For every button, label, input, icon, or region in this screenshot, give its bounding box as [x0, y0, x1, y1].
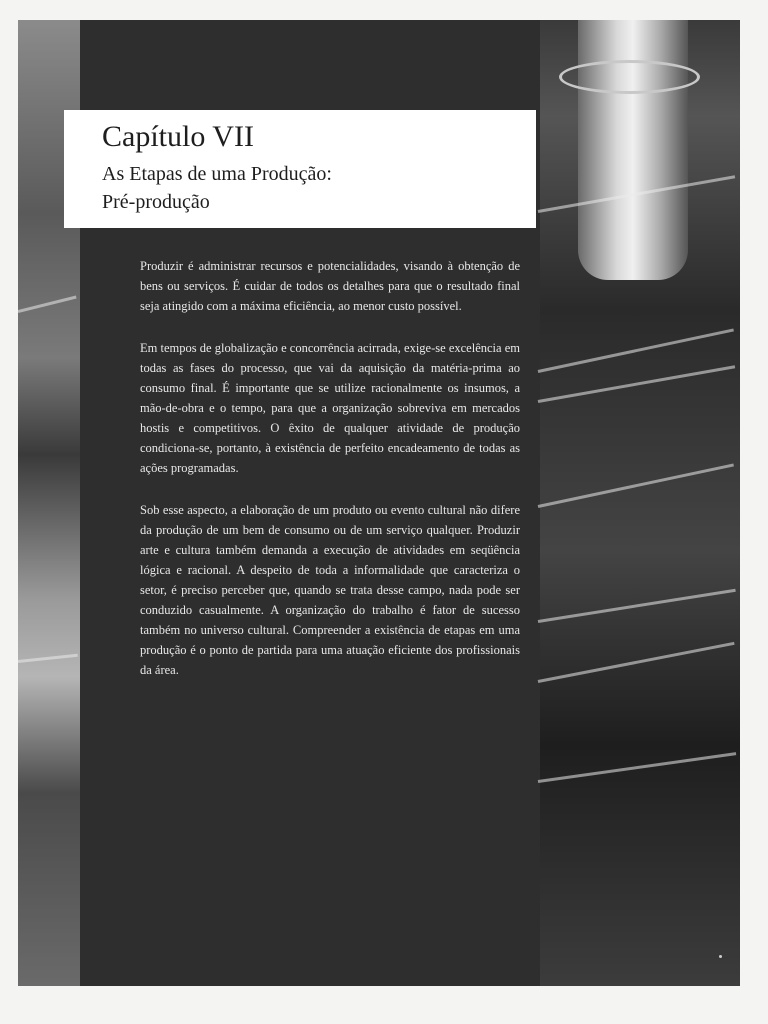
page-mark — [719, 955, 722, 958]
chapter-title: Capítulo VII — [102, 120, 254, 153]
chapter-subtitle — [102, 160, 522, 216]
paragraph: Em tempos de globalização e concorrência acirrada, exige-se excelência em todas as fases do processo, que vai da aquisição da matéria-prima ao consumo final. É importante que se utilize racionalmente os insumos, a mão-de-obra e o tempo, para que a organização sobreviva em mercados hostis e competitivos. O êxito de qualquer atividade de produção condiciona-se, portanto, à existência de perfeito encadeamento de todas as ações programadas. — [140, 341, 520, 475]
paragraph: Produzir é administrar recursos e potencialidades, visando à obtenção de bens ou serviços. É cuidar de todos os detalhes para que o resultado final seja atingido com a máxima eficiência, ao menor custo possível. — [140, 259, 520, 313]
chapter-subtitle-line2: Pré-produção — [102, 191, 210, 213]
stage-lamp-ring — [559, 60, 700, 94]
chapter-subtitle-line1: As Etapas de uma Produção: — [102, 163, 332, 185]
chapter-title-box — [64, 110, 536, 228]
stage-lamp-image — [578, 20, 688, 280]
paragraph: Sob esse aspecto, a elaboração de um produto ou evento cultural não difere da produção de um bem de consumo ou de um serviço qualquer. Produzir arte e cultura também demanda a execução de atividades em seqüência lógica e racional. A despeito de toda a informalidade que caracteriza o setor, é preciso perceber que, quando se trata desse campo, nada pode ser conduzido casualmente. A organização do trabalho é fator de sucesso também no universo cultural. Compreender a existência de etapas em uma produção é o ponto de partida para uma atuação eficiente dos profissionais da área. — [140, 503, 520, 677]
chapter-body — [140, 256, 520, 702]
book-page — [18, 20, 740, 986]
